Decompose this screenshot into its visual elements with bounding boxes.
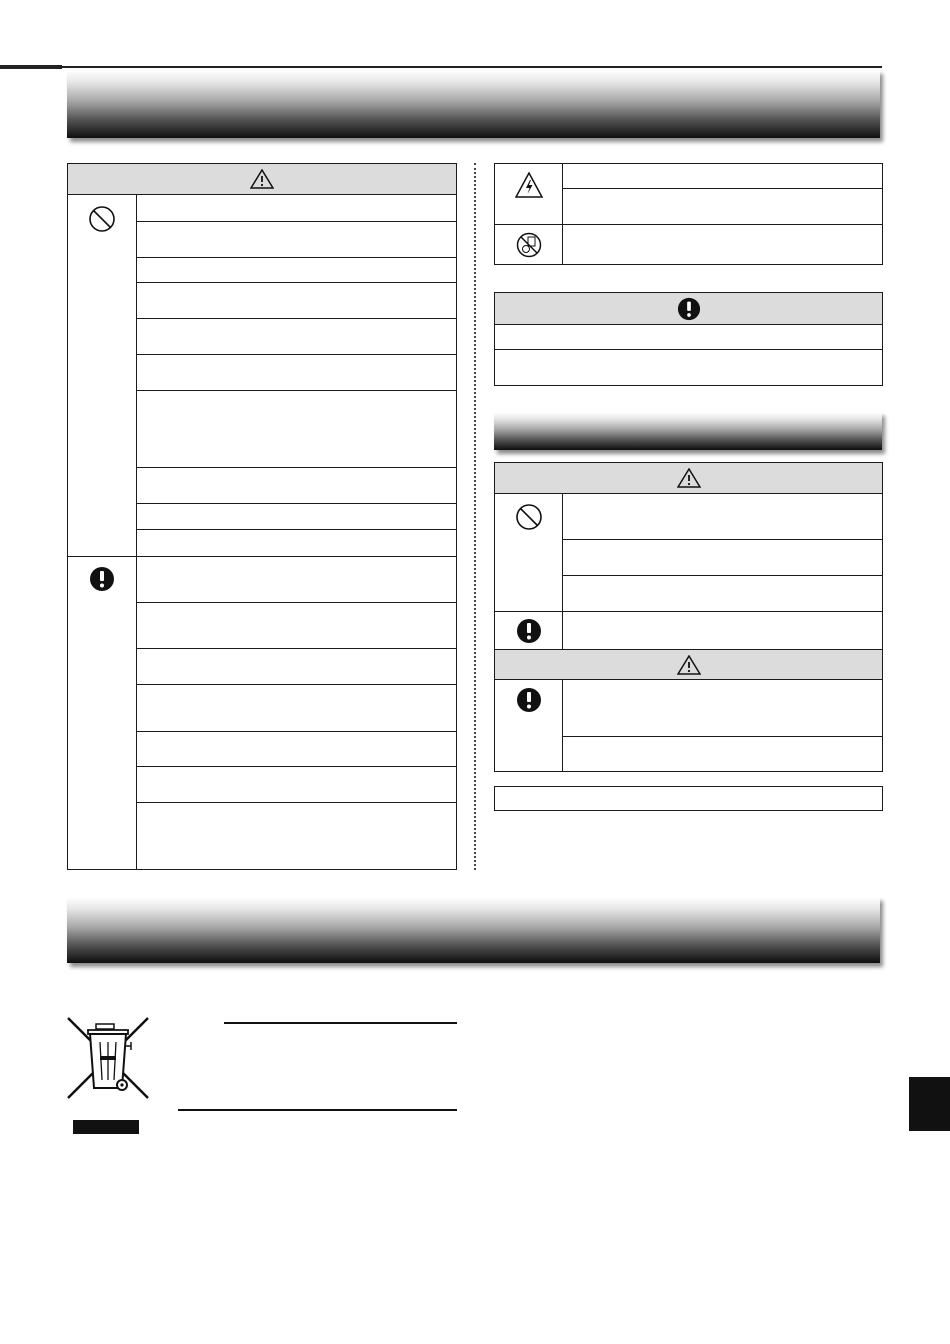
no-water-cell [495, 226, 562, 264]
no-water-contact-icon [516, 232, 542, 258]
row-divider [136, 282, 456, 283]
row-divider [562, 539, 882, 540]
electric-shock-icon [515, 172, 543, 198]
group-divider [495, 224, 882, 225]
mandatory-cell [68, 564, 136, 594]
section-banner-safety [67, 70, 880, 138]
row-divider [136, 390, 456, 391]
prohibition-circle-icon [515, 503, 543, 531]
row-divider [136, 503, 456, 504]
note-box [494, 786, 883, 811]
icon-column-divider [562, 164, 563, 264]
warning-triangle-icon [677, 468, 701, 488]
prohibition-circle-icon [88, 205, 116, 233]
row-divider [136, 221, 456, 222]
icon-column-divider [136, 195, 137, 869]
crossed-out-wheelie-bin-icon [66, 1016, 152, 1136]
text-rule-bottom [178, 1109, 457, 1111]
mandatory-cell [495, 613, 562, 649]
row-divider [562, 575, 882, 576]
warning-triangle-icon [250, 169, 274, 189]
mandatory-exclamation-icon [677, 297, 701, 321]
group-divider [68, 556, 456, 557]
chapter-tab[interactable] [909, 1077, 950, 1131]
icon-column-divider [562, 680, 563, 771]
row-divider [136, 684, 456, 685]
warning-header [68, 164, 456, 195]
section-banner-disposal [67, 897, 880, 963]
warning-table-right [494, 462, 883, 772]
row-divider [495, 349, 882, 350]
hazard-table [494, 163, 883, 265]
row-divider [136, 354, 456, 355]
row-divider [136, 731, 456, 732]
warning-triangle-icon [677, 655, 701, 675]
row-divider [136, 602, 456, 603]
row-divider [136, 529, 456, 530]
top-rule [0, 66, 882, 68]
mandatory-exclamation-icon [516, 687, 542, 713]
electric-cell [495, 166, 562, 204]
row-divider [562, 736, 882, 737]
warning-subheader [495, 649, 882, 680]
row-divider [136, 648, 456, 649]
warning-table-left [67, 163, 457, 870]
warning-header [495, 463, 882, 494]
mandatory-cell [495, 685, 562, 715]
text-rule-top [224, 1022, 457, 1024]
row-divider [136, 467, 456, 468]
row-divider [136, 802, 456, 803]
top-rule-accent [0, 65, 62, 69]
disposal-symbol [66, 1016, 152, 1136]
row-divider [136, 318, 456, 319]
column-separator [474, 163, 476, 870]
mandatory-header [495, 293, 882, 325]
mandatory-exclamation-icon [89, 566, 115, 592]
row-divider [136, 766, 456, 767]
section-banner-small [494, 412, 882, 450]
mandatory-exclamation-icon [516, 618, 542, 644]
row-divider [136, 257, 456, 258]
icon-column-divider [562, 494, 563, 649]
prohibition-cell [495, 501, 562, 533]
prohibition-cell [68, 202, 136, 236]
caution-table [494, 292, 883, 386]
group-divider [495, 611, 882, 612]
row-divider [562, 188, 882, 189]
